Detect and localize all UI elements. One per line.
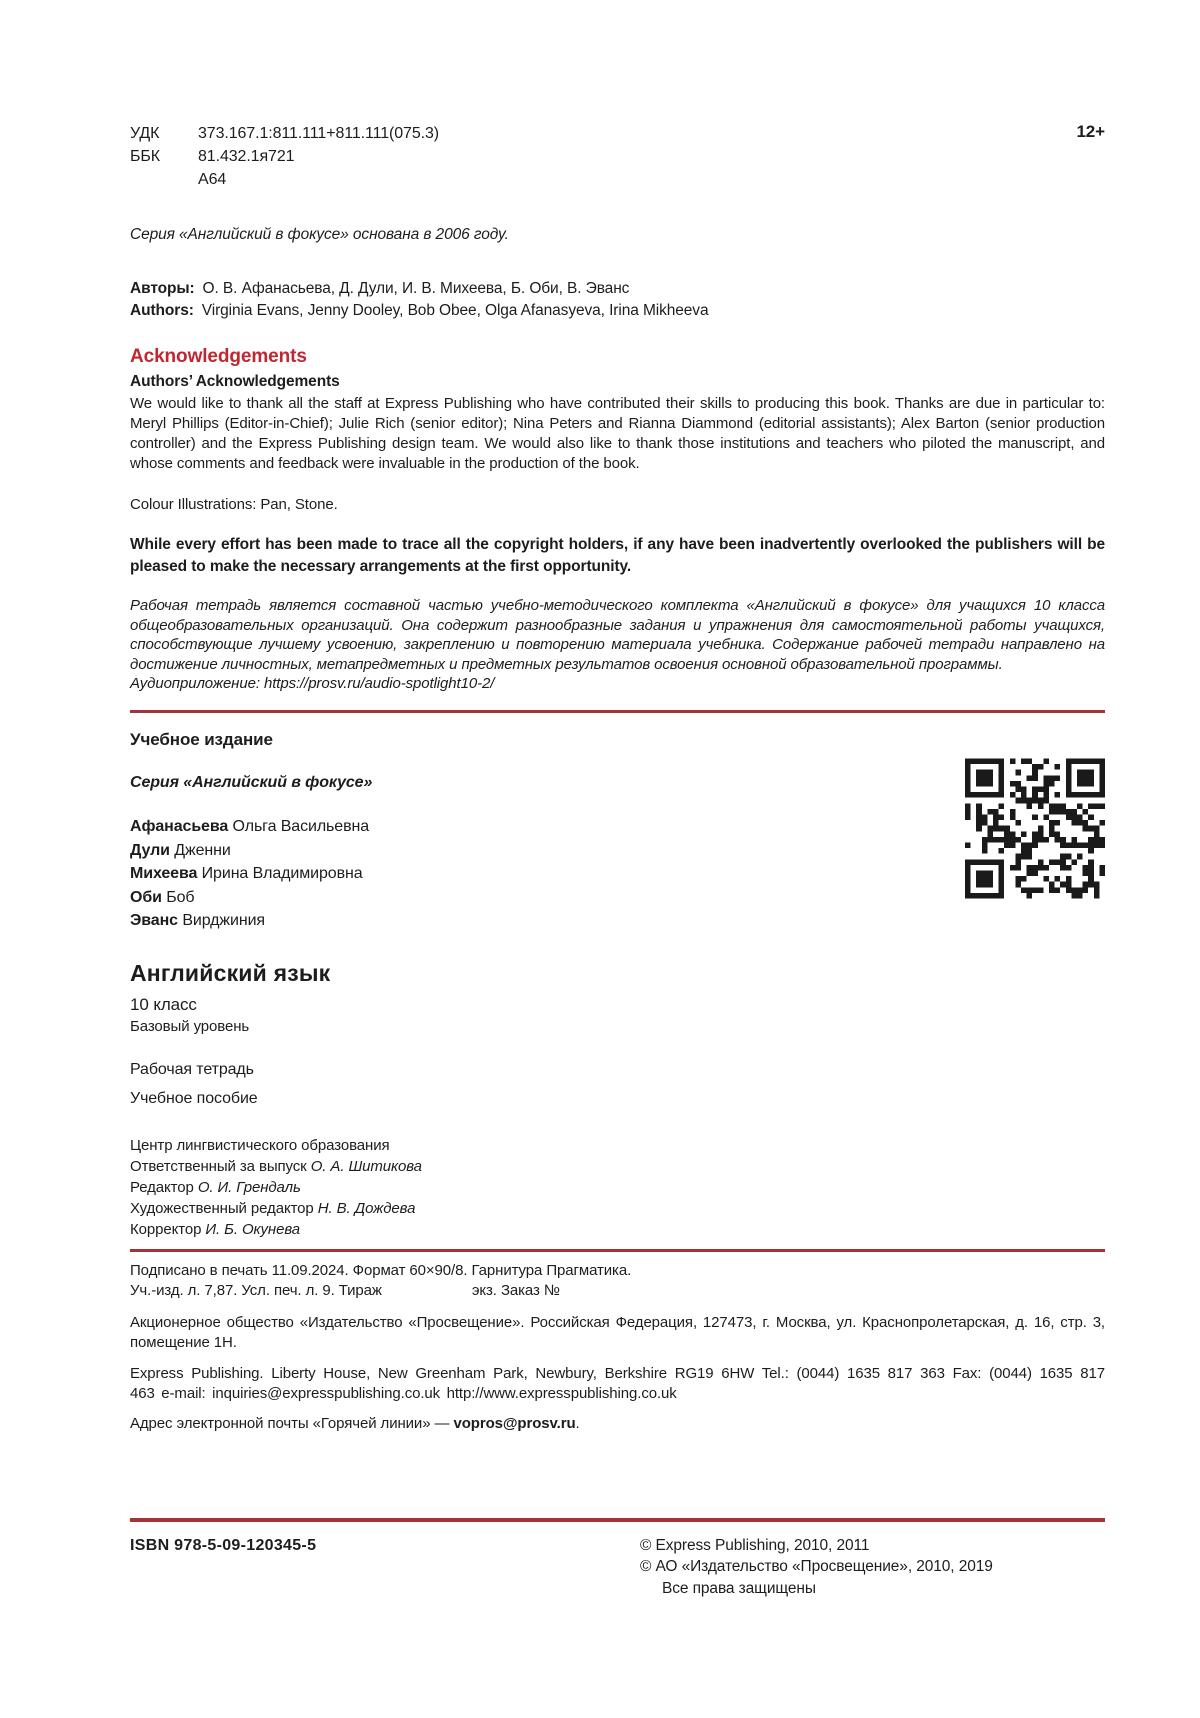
- edition-author-row: [130, 815, 1105, 839]
- copyright-line-3: Все права защищены: [662, 1579, 816, 1597]
- print-info-block: [130, 1261, 1105, 1301]
- authors-en-line: [130, 300, 1105, 322]
- udk-bbk-block: [130, 122, 439, 191]
- isbn-label: ISBN 978-5-09-120345-5: [130, 1536, 317, 1554]
- hotline-suffix: .: [575, 1414, 580, 1432]
- hotline-line: [130, 1414, 1105, 1434]
- credit-name: О. А. Шитикова: [310, 1157, 422, 1175]
- credit-row: [130, 1177, 1105, 1198]
- credit-name: И. Б. Окунева: [205, 1220, 300, 1238]
- acknowledgements-heading: Acknowledgements: [130, 346, 307, 367]
- authors-ru-names: О. В. Афанасьева, Д. Дули, И. В. Михеева, Б. Оби, В. Эванс: [202, 280, 630, 297]
- edition-author-row: [130, 886, 1105, 910]
- age-rating-badge: 12+: [1076, 122, 1105, 141]
- edition-author-row: [130, 909, 1105, 933]
- edition-series-title: Серия «Английский в фокусе»: [130, 774, 373, 791]
- authors-en-label: Authors:: [130, 302, 194, 319]
- print-run-right: экз. Заказ №: [471, 1281, 560, 1299]
- authors-ru-line: [130, 278, 1105, 300]
- book-code-spacer: [130, 168, 198, 191]
- author-given-names: Дженни: [174, 841, 231, 859]
- authors-en-names: Virginia Evans, Jenny Dooley, Bob Obee, Olga Afanasyeva, Irina Mikheeva: [201, 302, 709, 319]
- author-surname: Дули: [130, 841, 170, 859]
- credit-row: [130, 1198, 1105, 1219]
- credits-block: [130, 1135, 1105, 1240]
- copyright-line-1: © Express Publishing, 2010, 2011: [640, 1536, 870, 1554]
- grade-label: 10 класс: [130, 994, 197, 1014]
- author-surname: Эванс: [130, 912, 178, 929]
- edition-author-row: [130, 862, 1105, 886]
- credit-role: Ответственный за выпуск: [130, 1157, 311, 1175]
- hotline-email: vopros@prosv.ru: [453, 1414, 576, 1432]
- colour-illustrations-note: Colour Illustrations: Pan, Stone.: [130, 496, 338, 513]
- book-code: А64: [198, 171, 227, 188]
- credit-row: [130, 1219, 1105, 1240]
- author-given-names: Ольга Васильевна: [232, 818, 370, 835]
- workbook-label: Рабочая тетрадь: [130, 1060, 254, 1078]
- credit-role: Редактор: [130, 1178, 198, 1196]
- authors-block: [130, 278, 1105, 322]
- copyright-trace-notice: While every effort has been made to trace all the copyright holders, if any have been inadvertently overlooked the publishers will be pleased to make the necessary arrangements at the first opportunity.: [130, 536, 1105, 575]
- credit-name: О. И. Грендаль: [197, 1178, 301, 1196]
- author-given-names: Вирджиния: [182, 912, 265, 929]
- audio-app-label: Аудиоприложение:: [130, 675, 264, 692]
- credit-role: Художественный редактор: [130, 1199, 318, 1217]
- publisher-ru-paragraph: Акционерное общество «Издательство «Просвещение». Российская Федерация, 127473, г. Москва, ул. Краснопролетарская, д. 16, стр. 3, помещение 1Н.: [130, 1313, 1105, 1351]
- bbk-value: 81.432.1я721: [198, 148, 295, 165]
- author-surname: Афанасьева: [130, 818, 229, 835]
- divider-rule-2: [130, 1249, 1105, 1252]
- annotation-paragraph: Рабочая тетрадь является составной частью учебно-методического комплекта «Английский в фокусе» для учащихся 10 класса общеобразовательных организаций. Она содержит разнообразные задания и упражнения для самостоятельной работы учащихся, способствующие лучшему усвоению, закреплению и повторению материала учебника. Содержание рабочей тетради направлено на достижение личностных, метапредметных и предметных результатов освоения основной образовательной программы.: [130, 597, 1105, 673]
- isbn-copyright-row: [130, 1535, 1105, 1600]
- edition-author-list: [130, 815, 1105, 933]
- audio-app-note: [130, 674, 1105, 694]
- bbk-label: ББК: [130, 148, 161, 165]
- udk-value: 373.167.1:811.111+811.111(075.3): [198, 125, 440, 142]
- series-founding-note: Серия «Английский в фокусе» основана в 2006 году.: [130, 226, 509, 243]
- acknowledgements-body: We would like to thank all the staff at Express Publishing who have contributed their skills to producing this book. Thanks are due in particular to: Meryl Phillips (Editor-in-Chief); Julie Rich (senior editor); Nina Peters and Rianna Diammond (editorial assistants); Alex Barton (senior production controller) and the Express Publishing design team. We would also like to thank those institutions and teachers who piloted the manuscript, and whose comments and feedback were invaluable in the production of the book.: [130, 395, 1105, 472]
- credit-name: Н. В. Дождева: [317, 1199, 416, 1217]
- print-date-line: Подписано в печать 11.09.2024. Формат 60×90/8. Гарнитура Прагматика.: [130, 1261, 632, 1279]
- credit-row: [130, 1156, 1105, 1177]
- publisher-en-paragraph: Express Publishing. Liberty House, New Greenham Park, Newbury, Berkshire RG19 6HW Tel.: (0044) 1635 817 363 Fax: (0044) 1635 817 463 e-mail: inquiries@expresspublishing.co.uk http://www.expresspublishing.co.uk: [130, 1364, 1105, 1402]
- edition-type-label: Учебное издание: [130, 730, 273, 749]
- copyright-line-2: © АО «Издательство «Просвещение», 2010, 2019: [640, 1558, 993, 1575]
- author-surname: Оби: [130, 888, 162, 906]
- divider-rule-3: [130, 1518, 1105, 1522]
- edition-author-row: [130, 839, 1105, 863]
- authors-acknowledgements-subheading: Authors’ Acknowledgements: [130, 373, 340, 390]
- hotline-prefix: Адрес электронной почты «Горячей линии» —: [130, 1414, 454, 1432]
- audio-app-url: https://prosv.ru/audio-spotlight10-2/: [263, 675, 495, 692]
- author-given-names: Ирина Владимировна: [201, 865, 363, 882]
- print-run-line: [130, 1281, 1105, 1301]
- edition-kind-label: Учебное пособие: [130, 1089, 258, 1107]
- author-surname: Михеева: [130, 865, 198, 882]
- divider-rule-1: [130, 710, 1105, 713]
- level-label: Базовый уровень: [130, 1017, 250, 1035]
- qr-code: [965, 757, 1105, 900]
- copyright-block: [640, 1535, 993, 1600]
- linguistic-center-line: Центр лингвистического образования: [130, 1136, 390, 1154]
- credit-role: Корректор: [130, 1220, 206, 1238]
- author-given-names: Боб: [166, 888, 195, 906]
- codes-header: [130, 122, 1105, 191]
- authors-ru-label: Авторы:: [130, 280, 195, 297]
- udk-label: УДК: [130, 125, 160, 142]
- book-title: Английский язык: [130, 959, 331, 986]
- print-run-left: Уч.-изд. л. 7,87. Усл. печ. л. 9. Тираж: [130, 1281, 382, 1299]
